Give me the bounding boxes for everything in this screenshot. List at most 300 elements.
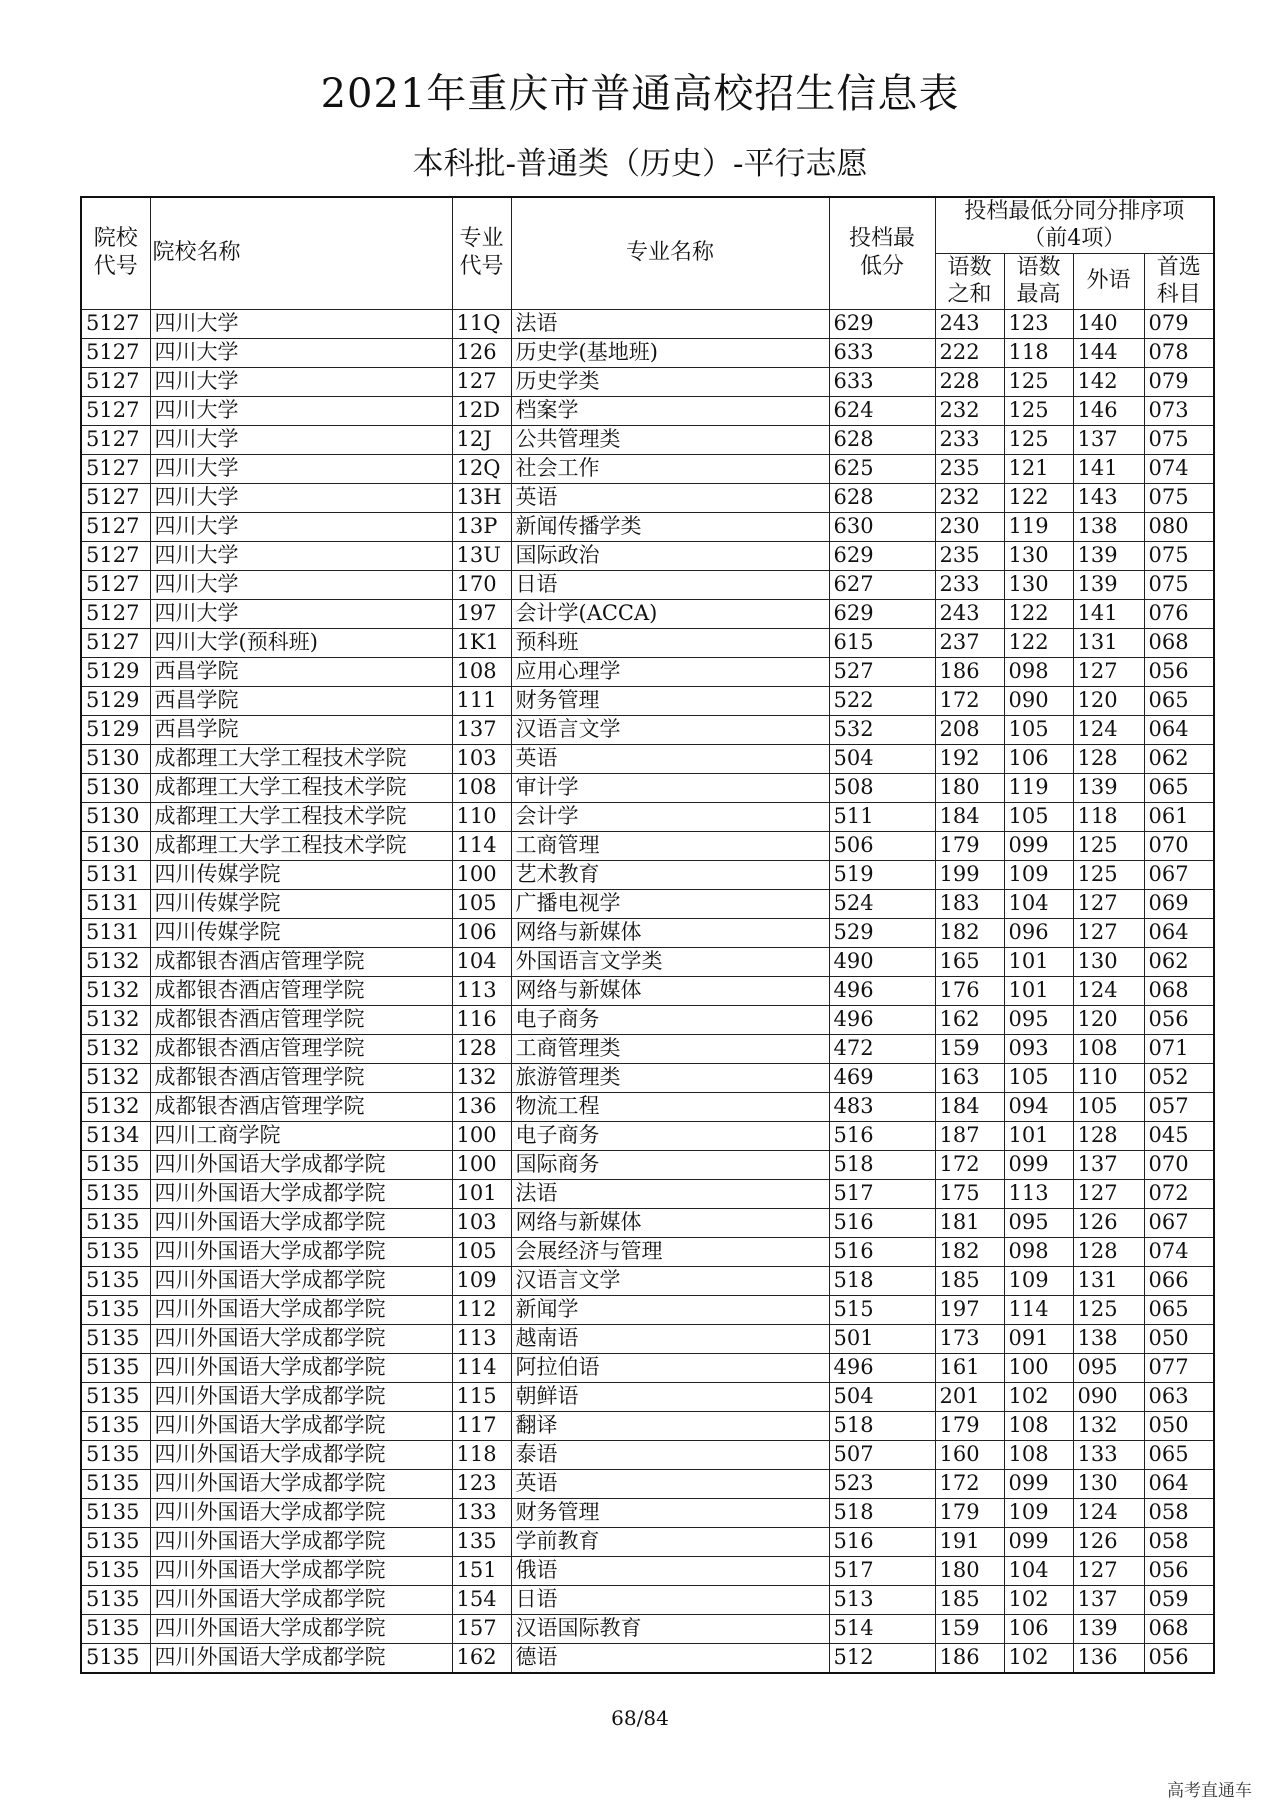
school-code-cell: 5131 bbox=[81, 889, 150, 918]
table-row bbox=[81, 338, 1214, 367]
sum-chinese-math-cell: 172 bbox=[935, 686, 1004, 715]
sum-chinese-math-cell: 182 bbox=[935, 918, 1004, 947]
min-score-cell: 504 bbox=[829, 1382, 935, 1411]
max-chinese-math-cell: 090 bbox=[1004, 686, 1073, 715]
foreign-language-cell: 139 bbox=[1073, 541, 1144, 570]
first-subject-cell: 070 bbox=[1144, 1150, 1214, 1179]
school-code-cell: 5132 bbox=[81, 1092, 150, 1121]
table-row bbox=[81, 947, 1214, 976]
major-name-cell: 泰语 bbox=[511, 1440, 829, 1469]
sum-chinese-math-cell: 230 bbox=[935, 512, 1004, 541]
table-row bbox=[81, 570, 1214, 599]
school-name-cell: 四川外国语大学成都学院 bbox=[150, 1614, 452, 1643]
table-row bbox=[81, 918, 1214, 947]
school-code-cell: 5127 bbox=[81, 367, 150, 396]
first-subject-cell: 062 bbox=[1144, 744, 1214, 773]
max-chinese-math-cell: 113 bbox=[1004, 1179, 1073, 1208]
school-name-cell: 四川外国语大学成都学院 bbox=[150, 1266, 452, 1295]
table-row bbox=[81, 1353, 1214, 1382]
first-subject-cell: 064 bbox=[1144, 715, 1214, 744]
table-row bbox=[81, 686, 1214, 715]
major-name-cell: 英语 bbox=[511, 483, 829, 512]
school-code-cell: 5130 bbox=[81, 802, 150, 831]
major-code-cell: 135 bbox=[452, 1527, 511, 1556]
sum-chinese-math-cell: 173 bbox=[935, 1324, 1004, 1353]
sum-chinese-math-cell: 180 bbox=[935, 773, 1004, 802]
foreign-language-cell: 110 bbox=[1073, 1063, 1144, 1092]
first-subject-cell: 073 bbox=[1144, 396, 1214, 425]
school-code-cell: 5127 bbox=[81, 628, 150, 657]
min-score-cell: 496 bbox=[829, 1353, 935, 1382]
major-code-cell: 1K1 bbox=[452, 628, 511, 657]
school-name-cell: 成都银杏酒店管理学院 bbox=[150, 1005, 452, 1034]
table-row bbox=[81, 1034, 1214, 1063]
max-chinese-math-cell: 125 bbox=[1004, 425, 1073, 454]
max-chinese-math-cell: 102 bbox=[1004, 1585, 1073, 1614]
major-code-cell: 109 bbox=[452, 1266, 511, 1295]
major-code-cell: 116 bbox=[452, 1005, 511, 1034]
first-subject-cell: 064 bbox=[1144, 1469, 1214, 1498]
table-row bbox=[81, 512, 1214, 541]
table-row bbox=[81, 1005, 1214, 1034]
foreign-language-cell: 095 bbox=[1073, 1353, 1144, 1382]
school-code-cell: 5135 bbox=[81, 1266, 150, 1295]
header-major-name: 专业名称 bbox=[511, 197, 829, 309]
school-code-cell: 5127 bbox=[81, 338, 150, 367]
table-row bbox=[81, 802, 1214, 831]
school-code-cell: 5135 bbox=[81, 1527, 150, 1556]
first-subject-cell: 064 bbox=[1144, 918, 1214, 947]
min-score-cell: 518 bbox=[829, 1498, 935, 1527]
sum-chinese-math-cell: 208 bbox=[935, 715, 1004, 744]
table-row bbox=[81, 715, 1214, 744]
school-name-cell: 四川外国语大学成都学院 bbox=[150, 1556, 452, 1585]
header-major-code: 专业代号 bbox=[452, 197, 511, 309]
sum-chinese-math-cell: 197 bbox=[935, 1295, 1004, 1324]
major-name-cell: 历史学(基地班) bbox=[511, 338, 829, 367]
first-subject-cell: 058 bbox=[1144, 1527, 1214, 1556]
major-name-cell: 学前教育 bbox=[511, 1527, 829, 1556]
school-name-cell: 四川外国语大学成都学院 bbox=[150, 1498, 452, 1527]
min-score-cell: 524 bbox=[829, 889, 935, 918]
major-name-cell: 网络与新媒体 bbox=[511, 976, 829, 1005]
first-subject-cell: 079 bbox=[1144, 309, 1214, 338]
foreign-language-cell: 146 bbox=[1073, 396, 1144, 425]
foreign-language-cell: 124 bbox=[1073, 715, 1144, 744]
school-code-cell: 5135 bbox=[81, 1585, 150, 1614]
table-row bbox=[81, 1643, 1214, 1673]
school-code-cell: 5132 bbox=[81, 1063, 150, 1092]
max-chinese-math-cell: 102 bbox=[1004, 1643, 1073, 1673]
major-code-cell: 132 bbox=[452, 1063, 511, 1092]
max-chinese-math-cell: 098 bbox=[1004, 1237, 1073, 1266]
foreign-language-cell: 138 bbox=[1073, 512, 1144, 541]
school-name-cell: 四川大学 bbox=[150, 570, 452, 599]
min-score-cell: 629 bbox=[829, 541, 935, 570]
first-subject-cell: 074 bbox=[1144, 1237, 1214, 1266]
max-chinese-math-cell: 114 bbox=[1004, 1295, 1073, 1324]
foreign-language-cell: 141 bbox=[1073, 454, 1144, 483]
first-subject-cell: 058 bbox=[1144, 1498, 1214, 1527]
school-code-cell: 5134 bbox=[81, 1121, 150, 1150]
school-name-cell: 西昌学院 bbox=[150, 715, 452, 744]
foreign-language-cell: 125 bbox=[1073, 831, 1144, 860]
foreign-language-cell: 120 bbox=[1073, 686, 1144, 715]
min-score-cell: 527 bbox=[829, 657, 935, 686]
school-name-cell: 四川外国语大学成都学院 bbox=[150, 1295, 452, 1324]
table-row bbox=[81, 860, 1214, 889]
min-score-cell: 483 bbox=[829, 1092, 935, 1121]
major-code-cell: 108 bbox=[452, 773, 511, 802]
foreign-language-cell: 138 bbox=[1073, 1324, 1144, 1353]
school-name-cell: 四川外国语大学成都学院 bbox=[150, 1208, 452, 1237]
table-row bbox=[81, 889, 1214, 918]
min-score-cell: 522 bbox=[829, 686, 935, 715]
major-name-cell: 外国语言文学类 bbox=[511, 947, 829, 976]
sum-chinese-math-cell: 185 bbox=[935, 1585, 1004, 1614]
min-score-cell: 514 bbox=[829, 1614, 935, 1643]
school-name-cell: 四川大学 bbox=[150, 396, 452, 425]
foreign-language-cell: 120 bbox=[1073, 1005, 1144, 1034]
table-row bbox=[81, 744, 1214, 773]
major-code-cell: 13U bbox=[452, 541, 511, 570]
sum-chinese-math-cell: 222 bbox=[935, 338, 1004, 367]
min-score-cell: 516 bbox=[829, 1121, 935, 1150]
first-subject-cell: 076 bbox=[1144, 599, 1214, 628]
school-name-cell: 四川外国语大学成都学院 bbox=[150, 1585, 452, 1614]
min-score-cell: 469 bbox=[829, 1063, 935, 1092]
first-subject-cell: 050 bbox=[1144, 1324, 1214, 1353]
foreign-language-cell: 127 bbox=[1073, 1556, 1144, 1585]
major-name-cell: 应用心理学 bbox=[511, 657, 829, 686]
foreign-language-cell: 130 bbox=[1073, 947, 1144, 976]
major-name-cell: 英语 bbox=[511, 744, 829, 773]
first-subject-cell: 062 bbox=[1144, 947, 1214, 976]
sum-chinese-math-cell: 162 bbox=[935, 1005, 1004, 1034]
major-code-cell: 136 bbox=[452, 1092, 511, 1121]
foreign-language-cell: 126 bbox=[1073, 1208, 1144, 1237]
max-chinese-math-cell: 101 bbox=[1004, 947, 1073, 976]
min-score-cell: 490 bbox=[829, 947, 935, 976]
major-code-cell: 117 bbox=[452, 1411, 511, 1440]
major-code-cell: 151 bbox=[452, 1556, 511, 1585]
school-name-cell: 四川大学 bbox=[150, 454, 452, 483]
max-chinese-math-cell: 095 bbox=[1004, 1208, 1073, 1237]
major-name-cell: 预科班 bbox=[511, 628, 829, 657]
sum-chinese-math-cell: 232 bbox=[935, 483, 1004, 512]
first-subject-cell: 068 bbox=[1144, 976, 1214, 1005]
min-score-cell: 516 bbox=[829, 1527, 935, 1556]
school-code-cell: 5135 bbox=[81, 1469, 150, 1498]
major-name-cell: 法语 bbox=[511, 1179, 829, 1208]
header-max-chinese-math: 语数最高 bbox=[1004, 253, 1073, 309]
min-score-cell: 472 bbox=[829, 1034, 935, 1063]
major-name-cell: 会展经济与管理 bbox=[511, 1237, 829, 1266]
table-row bbox=[81, 1411, 1214, 1440]
min-score-cell: 529 bbox=[829, 918, 935, 947]
min-score-cell: 633 bbox=[829, 338, 935, 367]
min-score-cell: 624 bbox=[829, 396, 935, 425]
max-chinese-math-cell: 123 bbox=[1004, 309, 1073, 338]
school-name-cell: 四川传媒学院 bbox=[150, 860, 452, 889]
major-name-cell: 工商管理类 bbox=[511, 1034, 829, 1063]
header-sum-chinese-math: 语数之和 bbox=[935, 253, 1004, 309]
brand-mark: 高考直通车 bbox=[1167, 1781, 1252, 1801]
school-code-cell: 5127 bbox=[81, 599, 150, 628]
major-code-cell: 13P bbox=[452, 512, 511, 541]
min-score-cell: 507 bbox=[829, 1440, 935, 1469]
major-name-cell: 汉语言文学 bbox=[511, 715, 829, 744]
school-code-cell: 5127 bbox=[81, 512, 150, 541]
table-row bbox=[81, 628, 1214, 657]
major-name-cell: 审计学 bbox=[511, 773, 829, 802]
major-code-cell: 113 bbox=[452, 1324, 511, 1353]
school-name-cell: 四川外国语大学成都学院 bbox=[150, 1527, 452, 1556]
table-row bbox=[81, 1498, 1214, 1527]
major-code-cell: 103 bbox=[452, 744, 511, 773]
foreign-language-cell: 128 bbox=[1073, 744, 1144, 773]
foreign-language-cell: 127 bbox=[1073, 889, 1144, 918]
major-code-cell: 111 bbox=[452, 686, 511, 715]
admission-table bbox=[80, 196, 1215, 1674]
major-code-cell: 126 bbox=[452, 338, 511, 367]
first-subject-cell: 074 bbox=[1144, 454, 1214, 483]
max-chinese-math-cell: 125 bbox=[1004, 396, 1073, 425]
table-row bbox=[81, 1324, 1214, 1353]
table-row bbox=[81, 454, 1214, 483]
school-code-cell: 5131 bbox=[81, 860, 150, 889]
major-name-cell: 新闻学 bbox=[511, 1295, 829, 1324]
min-score-cell: 496 bbox=[829, 976, 935, 1005]
foreign-language-cell: 141 bbox=[1073, 599, 1144, 628]
major-name-cell: 网络与新媒体 bbox=[511, 1208, 829, 1237]
foreign-language-cell: 144 bbox=[1073, 338, 1144, 367]
sum-chinese-math-cell: 175 bbox=[935, 1179, 1004, 1208]
sum-chinese-math-cell: 159 bbox=[935, 1034, 1004, 1063]
table-row bbox=[81, 976, 1214, 1005]
max-chinese-math-cell: 109 bbox=[1004, 1498, 1073, 1527]
school-code-cell: 5132 bbox=[81, 1005, 150, 1034]
major-code-cell: 137 bbox=[452, 715, 511, 744]
min-score-cell: 628 bbox=[829, 483, 935, 512]
max-chinese-math-cell: 108 bbox=[1004, 1440, 1073, 1469]
min-score-cell: 629 bbox=[829, 309, 935, 338]
foreign-language-cell: 137 bbox=[1073, 1585, 1144, 1614]
major-code-cell: 100 bbox=[452, 1150, 511, 1179]
major-code-cell: 127 bbox=[452, 367, 511, 396]
header-school-code: 院校代号 bbox=[81, 197, 150, 309]
major-name-cell: 历史学类 bbox=[511, 367, 829, 396]
sum-chinese-math-cell: 192 bbox=[935, 744, 1004, 773]
max-chinese-math-cell: 094 bbox=[1004, 1092, 1073, 1121]
major-code-cell: 110 bbox=[452, 802, 511, 831]
first-subject-cell: 065 bbox=[1144, 773, 1214, 802]
major-name-cell: 财务管理 bbox=[511, 1498, 829, 1527]
first-subject-cell: 056 bbox=[1144, 1643, 1214, 1673]
max-chinese-math-cell: 096 bbox=[1004, 918, 1073, 947]
school-name-cell: 四川大学 bbox=[150, 599, 452, 628]
school-code-cell: 5135 bbox=[81, 1440, 150, 1469]
foreign-language-cell: 131 bbox=[1073, 1266, 1144, 1295]
table-row bbox=[81, 1237, 1214, 1266]
major-code-cell: 154 bbox=[452, 1585, 511, 1614]
table-row bbox=[81, 1295, 1214, 1324]
max-chinese-math-cell: 121 bbox=[1004, 454, 1073, 483]
table-row bbox=[81, 1469, 1214, 1498]
first-subject-cell: 052 bbox=[1144, 1063, 1214, 1092]
first-subject-cell: 068 bbox=[1144, 1614, 1214, 1643]
major-code-cell: 123 bbox=[452, 1469, 511, 1498]
first-subject-cell: 056 bbox=[1144, 1556, 1214, 1585]
max-chinese-math-cell: 105 bbox=[1004, 802, 1073, 831]
sum-chinese-math-cell: 179 bbox=[935, 1411, 1004, 1440]
school-name-cell: 成都银杏酒店管理学院 bbox=[150, 1063, 452, 1092]
table-row bbox=[81, 396, 1214, 425]
major-code-cell: 197 bbox=[452, 599, 511, 628]
sum-chinese-math-cell: 163 bbox=[935, 1063, 1004, 1092]
foreign-language-cell: 127 bbox=[1073, 1179, 1144, 1208]
major-code-cell: 114 bbox=[452, 1353, 511, 1382]
major-code-cell: 104 bbox=[452, 947, 511, 976]
max-chinese-math-cell: 099 bbox=[1004, 1527, 1073, 1556]
sum-chinese-math-cell: 184 bbox=[935, 802, 1004, 831]
school-name-cell: 四川外国语大学成都学院 bbox=[150, 1150, 452, 1179]
table-row bbox=[81, 1208, 1214, 1237]
school-name-cell: 成都银杏酒店管理学院 bbox=[150, 1092, 452, 1121]
sum-chinese-math-cell: 159 bbox=[935, 1614, 1004, 1643]
first-subject-cell: 075 bbox=[1144, 425, 1214, 454]
school-code-cell: 5131 bbox=[81, 918, 150, 947]
foreign-language-cell: 127 bbox=[1073, 657, 1144, 686]
school-code-cell: 5135 bbox=[81, 1208, 150, 1237]
first-subject-cell: 066 bbox=[1144, 1266, 1214, 1295]
major-code-cell: 113 bbox=[452, 976, 511, 1005]
school-code-cell: 5135 bbox=[81, 1614, 150, 1643]
first-subject-cell: 063 bbox=[1144, 1382, 1214, 1411]
header-foreign-language: 外语 bbox=[1073, 253, 1144, 309]
header-first-subject: 首选科目 bbox=[1144, 253, 1214, 309]
max-chinese-math-cell: 106 bbox=[1004, 744, 1073, 773]
foreign-language-cell: 139 bbox=[1073, 1614, 1144, 1643]
min-score-cell: 516 bbox=[829, 1237, 935, 1266]
foreign-language-cell: 139 bbox=[1073, 773, 1144, 802]
school-name-cell: 西昌学院 bbox=[150, 657, 452, 686]
school-code-cell: 5127 bbox=[81, 396, 150, 425]
major-code-cell: 100 bbox=[452, 860, 511, 889]
major-name-cell: 公共管理类 bbox=[511, 425, 829, 454]
max-chinese-math-cell: 098 bbox=[1004, 657, 1073, 686]
school-name-cell: 四川大学 bbox=[150, 425, 452, 454]
table-header bbox=[81, 197, 1214, 309]
sum-chinese-math-cell: 233 bbox=[935, 425, 1004, 454]
sum-chinese-math-cell: 235 bbox=[935, 454, 1004, 483]
school-code-cell: 5127 bbox=[81, 541, 150, 570]
foreign-language-cell: 128 bbox=[1073, 1121, 1144, 1150]
school-name-cell: 四川大学 bbox=[150, 338, 452, 367]
max-chinese-math-cell: 101 bbox=[1004, 1121, 1073, 1150]
school-code-cell: 5127 bbox=[81, 483, 150, 512]
school-code-cell: 5135 bbox=[81, 1411, 150, 1440]
table-row bbox=[81, 1179, 1214, 1208]
major-name-cell: 英语 bbox=[511, 1469, 829, 1498]
school-name-cell: 成都银杏酒店管理学院 bbox=[150, 1034, 452, 1063]
major-name-cell: 翻译 bbox=[511, 1411, 829, 1440]
school-name-cell: 四川大学 bbox=[150, 309, 452, 338]
major-code-cell: 115 bbox=[452, 1382, 511, 1411]
min-score-cell: 625 bbox=[829, 454, 935, 483]
foreign-language-cell: 124 bbox=[1073, 1498, 1144, 1527]
school-code-cell: 5135 bbox=[81, 1295, 150, 1324]
first-subject-cell: 077 bbox=[1144, 1353, 1214, 1382]
school-name-cell: 四川大学 bbox=[150, 367, 452, 396]
foreign-language-cell: 125 bbox=[1073, 1295, 1144, 1324]
school-code-cell: 5130 bbox=[81, 773, 150, 802]
table-row bbox=[81, 1092, 1214, 1121]
page-number: 68/84 bbox=[611, 1706, 669, 1730]
foreign-language-cell: 140 bbox=[1073, 309, 1144, 338]
major-name-cell: 社会工作 bbox=[511, 454, 829, 483]
sum-chinese-math-cell: 191 bbox=[935, 1527, 1004, 1556]
school-name-cell: 成都理工大学工程技术学院 bbox=[150, 773, 452, 802]
foreign-language-cell: 131 bbox=[1073, 628, 1144, 657]
major-code-cell: 128 bbox=[452, 1034, 511, 1063]
foreign-language-cell: 137 bbox=[1073, 1150, 1144, 1179]
table-row bbox=[81, 657, 1214, 686]
major-name-cell: 德语 bbox=[511, 1643, 829, 1673]
sum-chinese-math-cell: 176 bbox=[935, 976, 1004, 1005]
major-code-cell: 118 bbox=[452, 1440, 511, 1469]
school-name-cell: 四川传媒学院 bbox=[150, 918, 452, 947]
first-subject-cell: 056 bbox=[1144, 1005, 1214, 1034]
first-subject-cell: 075 bbox=[1144, 483, 1214, 512]
sum-chinese-math-cell: 161 bbox=[935, 1353, 1004, 1382]
foreign-language-cell: 105 bbox=[1073, 1092, 1144, 1121]
major-name-cell: 工商管理 bbox=[511, 831, 829, 860]
first-subject-cell: 065 bbox=[1144, 686, 1214, 715]
school-name-cell: 四川外国语大学成都学院 bbox=[150, 1324, 452, 1353]
foreign-language-cell: 139 bbox=[1073, 570, 1144, 599]
major-name-cell: 汉语言文学 bbox=[511, 1266, 829, 1295]
max-chinese-math-cell: 108 bbox=[1004, 1411, 1073, 1440]
sum-chinese-math-cell: 187 bbox=[935, 1121, 1004, 1150]
header-min-score: 投档最低分 bbox=[829, 197, 935, 309]
min-score-cell: 516 bbox=[829, 1208, 935, 1237]
sum-chinese-math-cell: 172 bbox=[935, 1469, 1004, 1498]
min-score-cell: 633 bbox=[829, 367, 935, 396]
table-row bbox=[81, 831, 1214, 860]
max-chinese-math-cell: 104 bbox=[1004, 1556, 1073, 1585]
school-code-cell: 5135 bbox=[81, 1179, 150, 1208]
min-score-cell: 523 bbox=[829, 1469, 935, 1498]
first-subject-cell: 057 bbox=[1144, 1092, 1214, 1121]
sum-chinese-math-cell: 183 bbox=[935, 889, 1004, 918]
first-subject-cell: 065 bbox=[1144, 1295, 1214, 1324]
school-name-cell: 四川大学 bbox=[150, 512, 452, 541]
major-name-cell: 俄语 bbox=[511, 1556, 829, 1585]
page-title: 2021年重庆市普通高校招生信息表 bbox=[320, 71, 960, 117]
major-name-cell: 广播电视学 bbox=[511, 889, 829, 918]
foreign-language-cell: 127 bbox=[1073, 918, 1144, 947]
foreign-language-cell: 136 bbox=[1073, 1643, 1144, 1673]
min-score-cell: 513 bbox=[829, 1585, 935, 1614]
foreign-language-cell: 128 bbox=[1073, 1237, 1144, 1266]
min-score-cell: 518 bbox=[829, 1150, 935, 1179]
major-code-cell: 106 bbox=[452, 918, 511, 947]
sum-chinese-math-cell: 235 bbox=[935, 541, 1004, 570]
school-code-cell: 5127 bbox=[81, 570, 150, 599]
school-name-cell: 四川大学 bbox=[150, 541, 452, 570]
school-name-cell: 成都理工大学工程技术学院 bbox=[150, 744, 452, 773]
